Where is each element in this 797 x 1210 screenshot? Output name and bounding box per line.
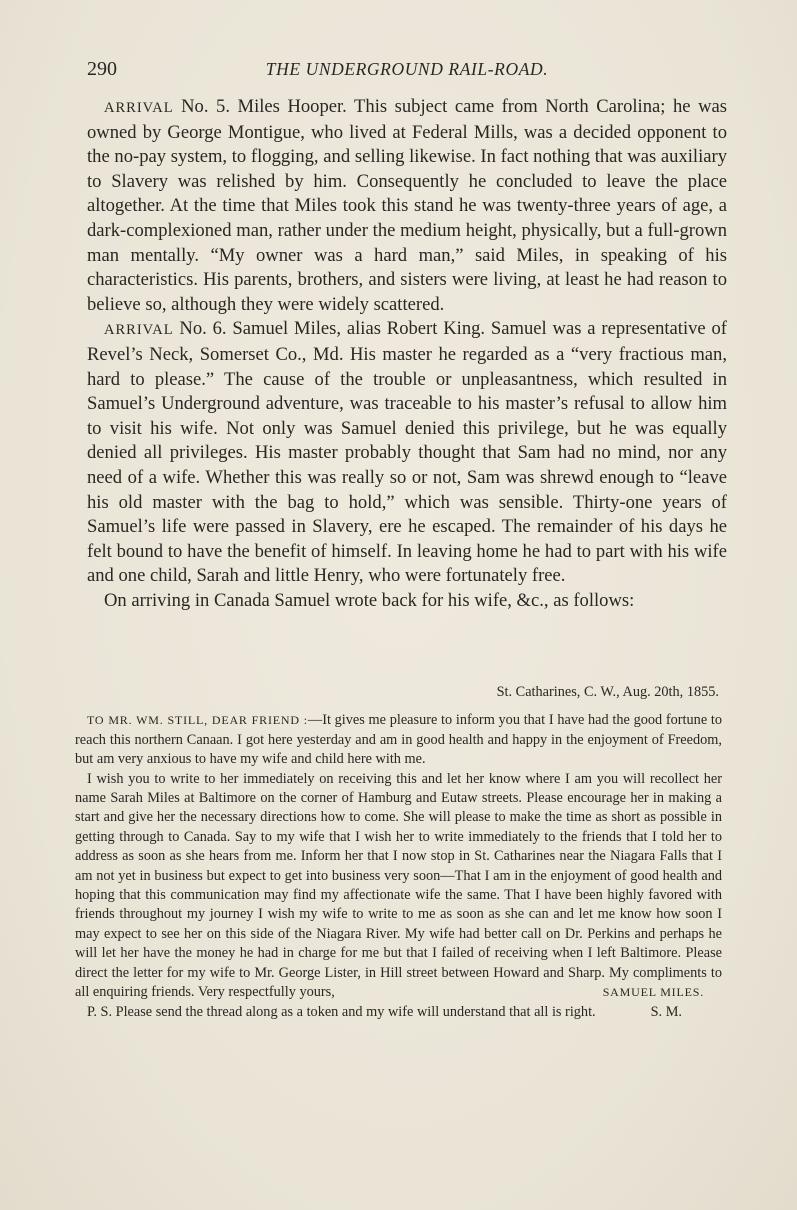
letter	[75, 683, 722, 1022]
letter-salutation: TO MR. WM. STILL, DEAR FRIEND :	[87, 713, 308, 728]
arrival-5-paragraph	[87, 95, 727, 317]
letter-dateline: St. Catharines, C. W., Aug. 20th, 1855.	[496, 684, 719, 700]
running-head	[87, 58, 727, 88]
arrival-6-paragraph	[87, 317, 727, 589]
letter-paragraph-1-text: —It gives me pleasure to inform you that I have had the good fortune to reach this northern Canaan. I got here yesterday and am in good health and happy in the enjoyment of Freedom, but am very anxious to have my wife and child here with me.	[75, 712, 722, 768]
arrival-5-lead: ARRIVAL	[104, 100, 174, 116]
letter-paragraph-1	[75, 711, 722, 769]
letter-postscript	[75, 1003, 722, 1022]
letter-initials: S. M.	[650, 1003, 682, 1020]
running-title: THE UNDERGROUND RAIL-ROAD.	[265, 59, 549, 79]
letter-postscript-text: P. S. Please send the thread along as a token and my wife will understand that all is right.	[87, 1003, 596, 1020]
arrival-5-text: No. 5. Miles Hooper. This subject came from North Carolina; he was owned by George Montigue, who lived at Federal Mills, was a decided opponent to the no-pay system, to flogging, and selling likewise. In fact nothing that was auxiliary to Slavery was relished by him. Consequently he concluded to leave the place altogether. At the time that Miles took this stand he was twenty-three years of age, a dark-complexioned man, rather under the medium height, physically, but a full-grown man mentally. “My owner was a hard man,” said Miles, in speaking of his characteristics. His parents, brothers, and sisters were living, at least he had reason to believe so, although they were widely scattered.	[87, 96, 727, 315]
page-number: 290	[87, 58, 117, 80]
arrival-6-text: No. 6. Samuel Miles, alias Robert King. Samuel was a representative of Revel’s Neck, Somerset Co., Md. His master he regarded as a “very fractious man, hard to please.” The cause of the trouble or unpleasantness, which resulted in Samuel’s Underground adventure, was traceable to his master’s refusal to allow him to visit his wife. Not only was Samuel denied this privilege, but he was equally denied all privileges. His master probably thought that Sam had no mind, nor any need of a wife. Whether this was really so or not, Sam was shrewd enough to “leave his old master with the bag to hold,” which was sensible. Thirty-one years of Samuel’s life were passed in Slavery, ere he escaped. The remainder of his days he felt bound to have the benefit of himself. In leaving home he had to part with his wife and one child, Sarah and little Henry, who were fortunately free.	[87, 318, 727, 587]
body-text	[87, 95, 727, 613]
letter-paragraph-2-text: I wish you to write to her immediately on receiving this and let her know where I am you will recollect her name Sarah Miles at Baltimore on the corner of Hamburg and Eutaw streets. Please encourage her in making a start and give her the necessary directions how to come. She will please to make the time as short as possible in getting through to Canada. Say to my wife that I wish her to write immediately to the friends that I told her to address as soon as she hears from me. Inform her that I now stop in St. Catharines near the Niagara Falls that I am not yet in business but expect to get into business very soon—That I am in the enjoyment of good health and hoping that this communication may find my affectionate wife the same. That I have been highly favored with friends throughout my journey I wish my wife to write to me as soon as she can and let me know how soon I may expect to see her on this side of the Niagara River. My wife had better call on Dr. Perkins and perhaps he will let her have the money he had in charge for me but that I failed of receiving when I left Baltimore. Please direct the letter for my wife to Mr. George Lister, in Hill street between Howard and Sharp. My compliments to all enquiring friends. Very respectfully yours,	[75, 770, 722, 1001]
letter-intro: On arriving in Canada Samuel wrote back for his wife, &c., as follows:	[104, 589, 635, 611]
letter-signature: SAMUEL MILES.	[602, 985, 704, 1000]
letter-paragraph-2	[75, 770, 722, 1003]
arrival-6-lead: ARRIVAL	[104, 322, 174, 339]
